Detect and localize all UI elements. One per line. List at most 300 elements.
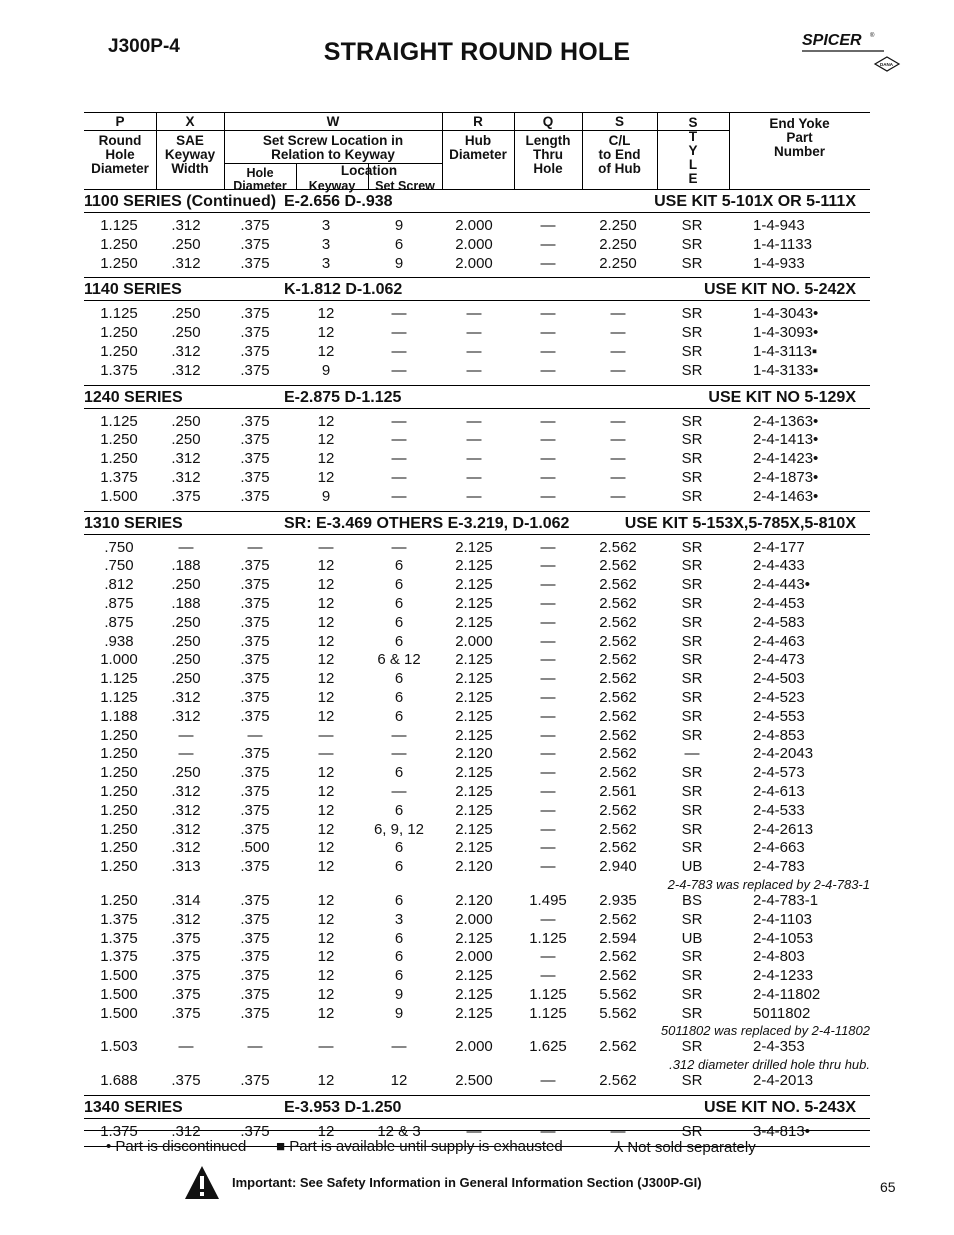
table-cell: .375 (240, 235, 270, 253)
table-cell: 2.000 (455, 632, 493, 650)
table-cell: .314 (171, 891, 201, 909)
table-cell: 6 (394, 688, 404, 706)
table-row (84, 745, 870, 764)
table-cell: 2-4-783-1 (753, 891, 819, 909)
table-cell: 1.125 (100, 670, 138, 688)
table-cell: 1.500 (100, 985, 138, 1003)
col-w-letter: W (326, 114, 340, 129)
table-cell: .938 (104, 632, 134, 650)
table-cell: 1.250 (100, 782, 138, 800)
col-x-letter: X (185, 114, 195, 129)
table-cell: 1.500 (100, 967, 138, 985)
table-cell: — (391, 450, 407, 468)
table-cell: .375 (240, 891, 270, 909)
table-cell: 2.562 (599, 557, 637, 575)
table-cell: .375 (240, 1072, 270, 1090)
table-cell: 2.000 (455, 217, 493, 234)
table-cell: 3 (394, 910, 404, 928)
table-cell: — (610, 1123, 626, 1141)
table-cell: 1.250 (100, 254, 138, 272)
table-cell: SR (681, 707, 703, 725)
table-cell: 6 (394, 707, 404, 725)
table-cell: 2.594 (599, 929, 637, 947)
table-cell: .250 (171, 324, 201, 342)
table-cell: 2.562 (599, 764, 637, 782)
table-cell: 2.125 (455, 707, 493, 725)
table-cell: — (318, 1038, 334, 1056)
page-title: STRAIGHT ROUND HOLE (323, 38, 631, 66)
table-cell: — (466, 450, 482, 468)
table-cell: 2-4-1463• (753, 487, 819, 505)
table-cell: .312 (171, 450, 201, 468)
table-cell: — (540, 670, 556, 688)
table-cell: .375 (240, 361, 270, 379)
table-row (84, 614, 870, 633)
col-style-label: S T Y L E (688, 115, 698, 186)
table-cell: 1.125 (100, 305, 138, 323)
table-cell: .375 (171, 967, 201, 985)
table-cell: — (391, 305, 407, 323)
table-cell: 2.125 (455, 764, 493, 782)
table-cell: 1.188 (100, 707, 138, 725)
table-cell: SR (681, 839, 703, 857)
table-cell: 2.940 (599, 858, 637, 876)
table-cell: .875 (104, 613, 134, 631)
table-cell: — (540, 726, 556, 744)
table-cell: .250 (171, 576, 201, 594)
table-cell: .375 (240, 820, 270, 838)
table-cell: — (247, 538, 263, 556)
table-row (84, 689, 870, 708)
table-cell: — (610, 324, 626, 342)
table-cell: .312 (171, 217, 201, 234)
table-cell: 1-4-3043• (753, 305, 819, 323)
col-yoke-label: End Yoke Part Number (769, 116, 830, 159)
series-name: 1100 SERIES (Continued) (84, 193, 277, 210)
table-cell: SR (681, 782, 703, 800)
table-row (84, 362, 870, 381)
table-cell: 2-4-1363• (753, 412, 819, 430)
table-cell: 2.000 (455, 254, 493, 272)
col-w-location: Location (340, 163, 398, 178)
table-cell: — (391, 324, 407, 342)
table-cell: 1.250 (100, 450, 138, 468)
table-cell: — (391, 468, 407, 486)
table-row (84, 948, 870, 967)
table-cell: — (391, 1038, 407, 1056)
table-cell: .250 (171, 632, 201, 650)
table-cell: .312 (171, 361, 201, 379)
table-cell: .375 (240, 745, 270, 763)
table-row (84, 764, 870, 783)
series-name: 1140 SERIES (84, 281, 182, 299)
table-cell: .312 (171, 1123, 201, 1141)
table-cell: 12 (317, 613, 335, 631)
table-cell: 2.562 (599, 839, 637, 857)
table-cell: 2-4-853 (753, 726, 805, 744)
table-cell: 1.250 (100, 764, 138, 782)
table-cell: 1.125 (529, 1004, 567, 1022)
legend-discontinued: • Part is discontinued (106, 1138, 247, 1155)
table-cell: .312 (171, 820, 201, 838)
table-cell: SR (681, 688, 703, 706)
table-cell: .375 (240, 594, 270, 612)
table-cell: 6 (394, 235, 404, 253)
table-cell: SR (681, 487, 703, 505)
table-cell: 12 (317, 594, 335, 612)
table-cell: .250 (171, 235, 201, 253)
table-cell: 6 (394, 839, 404, 857)
table-cell: 2.125 (455, 820, 493, 838)
table-cell: — (540, 1072, 556, 1090)
table-cell: SR (681, 305, 703, 323)
table-cell: — (540, 235, 556, 253)
table-cell: 3 (321, 235, 331, 253)
table-cell: — (466, 431, 482, 449)
table-cell: 12 (317, 305, 335, 323)
table-cell: — (540, 764, 556, 782)
series-header (84, 278, 870, 301)
table-cell: .312 (171, 801, 201, 819)
table-cell: — (540, 1123, 556, 1141)
table-cell: 2.562 (599, 707, 637, 725)
table-cell: .750 (104, 538, 134, 556)
table-cell: 12 (317, 891, 335, 909)
table-cell: — (610, 468, 626, 486)
table-cell: 2.935 (599, 891, 637, 909)
series-spec: SR: E-3.469 OTHERS E-3.219, D-1.062 (284, 514, 570, 532)
table-cell: 2-4-573 (753, 764, 805, 782)
table-row (84, 727, 870, 746)
table-cell: 2-4-663 (753, 839, 805, 857)
table-cell: 1.250 (100, 324, 138, 342)
col-r-letter: R (473, 114, 483, 129)
series-spec: E-2.656 D-.938 (284, 193, 393, 210)
series-kit: USE KIT NO. 5-243X (703, 1099, 856, 1117)
table-cell: 2-4-1423• (753, 450, 819, 468)
table-cell: 1-4-3133▪ (753, 361, 819, 379)
table-cell: 1.250 (100, 342, 138, 360)
table-cell: — (540, 839, 556, 857)
table-cell: 2.562 (599, 820, 637, 838)
table-cell: 12 (317, 948, 335, 966)
table-cell: 1.375 (100, 468, 138, 486)
table-cell: — (540, 707, 556, 725)
table-cell: .375 (240, 342, 270, 360)
table-cell: 6 & 12 (377, 651, 421, 669)
table-cell: — (391, 538, 407, 556)
table-cell: .375 (240, 468, 270, 486)
table-cell: 2.125 (455, 985, 493, 1003)
table-cell: 5.562 (599, 1004, 637, 1022)
series-kit: USE KIT 5-153X,5-785X,5-810X (624, 514, 856, 532)
warning-icon (184, 1165, 220, 1201)
table-cell: — (466, 361, 482, 379)
table-cell: SR (681, 726, 703, 744)
table-cell: 2.125 (455, 670, 493, 688)
table-cell: 2-4-1103 (753, 910, 812, 928)
table-cell: 6 (394, 557, 404, 575)
table-cell: 2.125 (455, 801, 493, 819)
table-cell: 2-4-1413• (753, 431, 819, 449)
table-cell: 6 (394, 670, 404, 688)
table-cell: — (610, 487, 626, 505)
table-cell: .375 (240, 948, 270, 966)
table-cell: — (610, 450, 626, 468)
table-cell: .375 (240, 688, 270, 706)
table-row (84, 839, 870, 858)
table-cell: — (540, 801, 556, 819)
table-cell: 2.562 (599, 576, 637, 594)
table-row (84, 324, 870, 343)
table-row (84, 821, 870, 840)
table-row (84, 413, 870, 432)
page-number: 65 (880, 1179, 896, 1195)
table-cell: 9 (321, 361, 331, 379)
table-cell: UB (681, 858, 703, 876)
table-cell: — (466, 305, 482, 323)
table-cell: 12 (390, 1072, 408, 1090)
table-row (84, 305, 870, 324)
table-cell: .375 (240, 967, 270, 985)
series-spec: K-1.812 D-1.062 (284, 281, 403, 299)
table-cell: 2.125 (455, 929, 493, 947)
table-cell: 2.000 (455, 910, 493, 928)
table-cell: — (684, 745, 700, 763)
table-cell: 2.562 (599, 1038, 637, 1056)
row-note: .312 diameter drilled hole thru hub. (669, 1057, 870, 1073)
col-s-letter: S (614, 114, 624, 129)
table-cell: .375 (240, 324, 270, 342)
table-cell: .250 (171, 412, 201, 430)
table-cell: 1.000 (100, 651, 138, 669)
table-cell: — (610, 305, 626, 323)
table-cell: BS (681, 891, 702, 909)
table-cell: 1-4-1133 (753, 235, 812, 253)
table-cell: 12 (317, 431, 335, 449)
table-cell: .375 (240, 305, 270, 323)
table-cell: 12 (317, 557, 335, 575)
table-header (84, 112, 870, 193)
table-cell: — (391, 745, 407, 763)
table-cell: .812 (104, 576, 134, 594)
table-cell: SR (681, 801, 703, 819)
table-cell: 2.125 (455, 726, 493, 744)
table-row (84, 986, 870, 1005)
table-cell: — (540, 910, 556, 928)
table-cell: .500 (240, 839, 270, 857)
table-cell: 1.250 (100, 858, 138, 876)
table-cell: — (466, 487, 482, 505)
table-cell: — (466, 468, 482, 486)
col-s-label: C/L to End of Hub (598, 133, 641, 176)
table-cell: 2.120 (455, 858, 493, 876)
table-cell: 2-4-2613 (753, 820, 814, 838)
table-cell: — (247, 1038, 263, 1056)
col-q-letter: Q (542, 114, 554, 129)
table-cell: 1.250 (100, 839, 138, 857)
table-cell: 1.250 (100, 745, 138, 763)
table-cell: 12 (317, 468, 335, 486)
table-cell: 1.375 (100, 948, 138, 966)
table-cell: .375 (240, 801, 270, 819)
table-cell: .375 (240, 858, 270, 876)
table-cell: 2.500 (455, 1072, 493, 1090)
table-row (84, 539, 870, 558)
table-cell: — (540, 820, 556, 838)
series-header (84, 1096, 870, 1119)
table-cell: 2-4-443• (753, 576, 810, 594)
table-cell: 1.250 (100, 820, 138, 838)
table-cell: .188 (171, 594, 201, 612)
table-row (84, 670, 870, 689)
col-w-set-screw: Set Screw (375, 179, 435, 193)
series-kit: USE KIT 5-101X OR 5-111X (654, 193, 856, 210)
col-w-keyway: Keyway (308, 179, 356, 193)
table-cell: 6, 9, 12 (373, 820, 425, 838)
table-cell: UB (681, 929, 703, 947)
table-row (84, 892, 870, 911)
dana-text: DANA (880, 62, 893, 67)
table-cell: 2.562 (599, 1072, 637, 1090)
table-cell: 2.000 (455, 1038, 493, 1056)
table-row (84, 431, 870, 450)
table-cell: 2-4-2013 (753, 1072, 814, 1090)
table-cell: 12 (317, 910, 335, 928)
table-cell: — (466, 412, 482, 430)
col-r-label: Hub Diameter (449, 133, 507, 162)
table-cell: .312 (171, 910, 201, 928)
table-cell: 2.562 (599, 594, 637, 612)
legend-not-sold: ⅄ Not sold separately (614, 1139, 756, 1156)
table-cell: 2-4-2043 (753, 745, 814, 763)
series-header (84, 512, 870, 535)
table-cell: 1.375 (100, 1123, 138, 1141)
table-cell: .375 (240, 254, 270, 272)
table-cell: 2-4-533 (753, 801, 805, 819)
table-cell: — (318, 745, 334, 763)
table-cell: 1.688 (100, 1072, 138, 1090)
table-cell: — (391, 412, 407, 430)
table-cell: .375 (240, 487, 270, 505)
col-w-hole-diameter: Hole Diameter (233, 166, 287, 193)
table-cell: 6 (394, 764, 404, 782)
table-cell: SR (681, 632, 703, 650)
table-cell: .250 (171, 305, 201, 323)
table-row (84, 488, 870, 507)
table-cell: 12 (317, 670, 335, 688)
table-cell: — (540, 431, 556, 449)
table-cell: — (540, 324, 556, 342)
table-cell: .375 (240, 450, 270, 468)
table-cell: 1.250 (100, 235, 138, 253)
table-cell: .375 (240, 217, 270, 234)
brand-mark: ® (870, 33, 875, 39)
table-cell: 12 (317, 576, 335, 594)
table-cell: 2.120 (455, 891, 493, 909)
table-cell: 3-4-813• (753, 1123, 810, 1141)
table-cell: 12 (317, 324, 335, 342)
table-cell: 12 (317, 412, 335, 430)
table-cell: .375 (171, 487, 201, 505)
table-cell: 6 (394, 801, 404, 819)
table-cell: 2.125 (455, 651, 493, 669)
table-cell: .375 (240, 764, 270, 782)
table-cell: 2.562 (599, 801, 637, 819)
table-cell: 12 (317, 985, 335, 1003)
table-row (84, 595, 870, 614)
table-cell: 2.561 (599, 782, 637, 800)
table-cell: — (540, 342, 556, 360)
table-cell: 1.125 (100, 688, 138, 706)
table-cell: 12 (317, 839, 335, 857)
table-cell: SR (681, 450, 703, 468)
table-cell: 1.375 (100, 910, 138, 928)
table-cell: 2.562 (599, 967, 637, 985)
table-cell: 2.562 (599, 670, 637, 688)
series-kit: USE KIT NO 5-129X (708, 388, 856, 406)
table-cell: 2.250 (599, 235, 637, 253)
table-cell: SR (681, 1038, 703, 1056)
table-cell: .375 (240, 929, 270, 947)
table-cell: 12 (317, 858, 335, 876)
table-cell: 2.562 (599, 745, 637, 763)
table-cell: SR (681, 538, 703, 556)
table-cell: SR (681, 342, 703, 360)
table-cell: 12 (317, 342, 335, 360)
table-cell: 2-4-11802 (753, 985, 821, 1003)
table-row (84, 858, 870, 877)
table-cell: — (540, 967, 556, 985)
table-cell: 2-4-353 (753, 1038, 805, 1056)
col-p-label: Round Hole Diameter (91, 133, 149, 176)
table-cell: 1.375 (100, 361, 138, 379)
table-row (84, 557, 870, 576)
table-cell: — (540, 361, 556, 379)
table-cell: .375 (171, 985, 201, 1003)
table-cell: — (540, 948, 556, 966)
table-row (84, 217, 870, 236)
table-cell: — (540, 254, 556, 272)
table-cell: 1.250 (100, 726, 138, 744)
table-cell: — (540, 468, 556, 486)
series-spec: E-3.953 D-1.250 (284, 1099, 402, 1117)
table-cell: .750 (104, 557, 134, 575)
table-cell: 2.125 (455, 1004, 493, 1022)
table-cell: .375 (240, 1004, 270, 1022)
table-row (84, 967, 870, 986)
table-cell: — (610, 431, 626, 449)
table-cell: 2-4-583 (753, 613, 805, 631)
table-cell: 9 (394, 217, 404, 234)
table-cell: 2.125 (455, 782, 493, 800)
series-name: 1340 SERIES (84, 1099, 183, 1117)
table-cell: SR (681, 412, 703, 430)
series-spec: E-2.875 D-1.125 (284, 388, 402, 406)
table-row (84, 236, 870, 255)
table-cell: .375 (240, 985, 270, 1003)
table-cell: 2.125 (455, 538, 493, 556)
table-cell: .375 (240, 412, 270, 430)
table-cell: 2-4-1873• (753, 468, 819, 486)
table-cell: — (540, 858, 556, 876)
table-cell: 6 (394, 613, 404, 631)
series-rows (84, 409, 870, 512)
table-cell: 1.125 (100, 217, 138, 234)
table-cell: — (178, 726, 194, 744)
table-cell: — (540, 450, 556, 468)
table-cell: SR (681, 910, 703, 928)
